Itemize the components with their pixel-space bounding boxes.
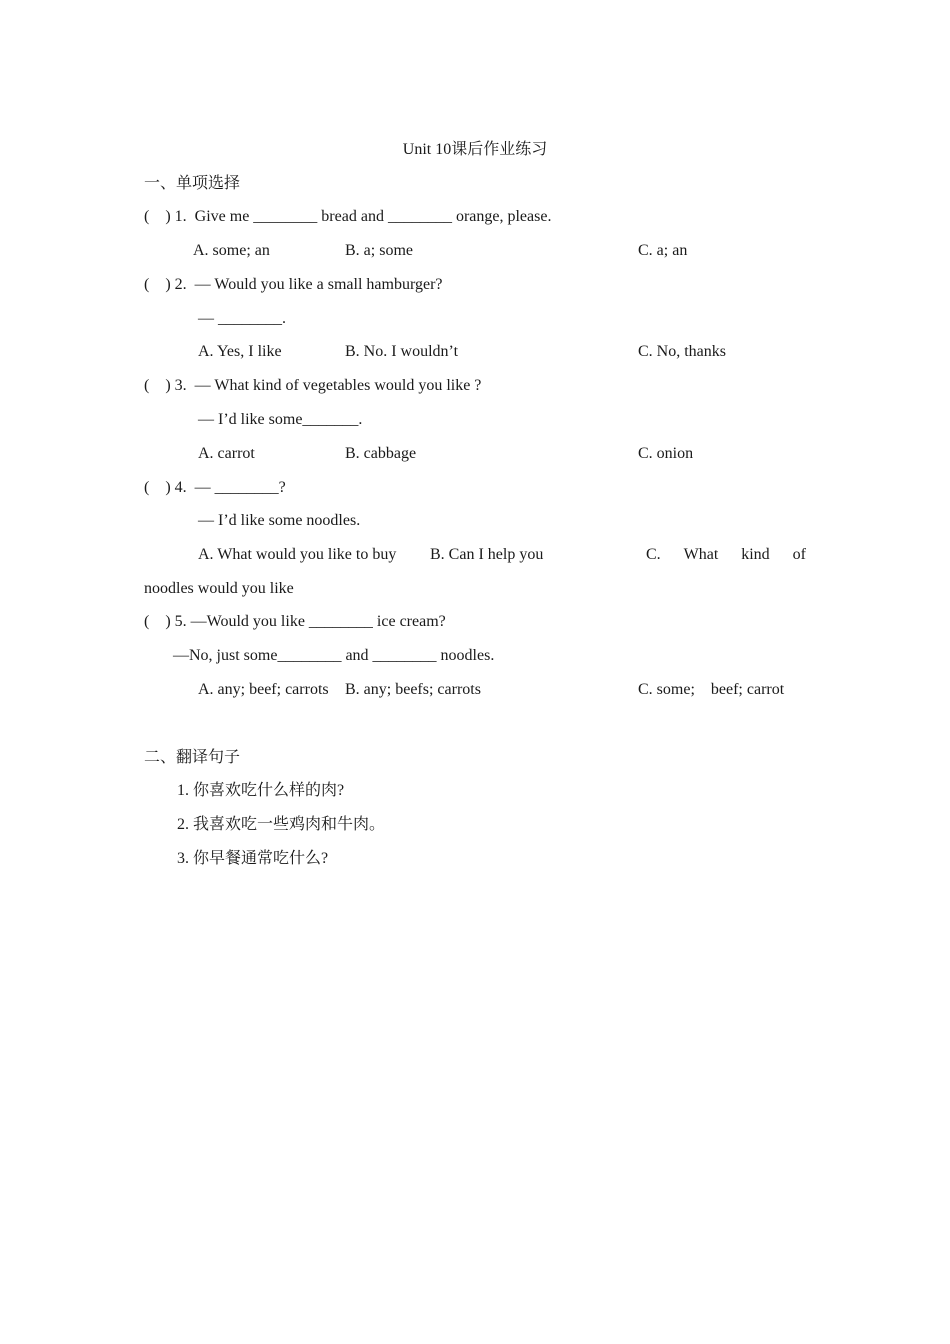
question-1-option-c: C. a; an [638, 242, 688, 259]
question-1-option-b: B. a; some [345, 242, 413, 259]
translation-item: 1. 你喜欢吃什么样的肉? [177, 782, 345, 799]
question-4-option-a: A. What would you like to buy [198, 546, 397, 563]
question-3-option-c: C. onion [638, 445, 694, 462]
question-2-answer-line: — ________. [198, 310, 286, 327]
question-3-option-a: A. carrot [198, 445, 255, 462]
question-4-option-c-word: of [792, 546, 806, 563]
section-heading-multiple-choice: 一、单项选择 [144, 175, 241, 192]
question-1-option-a: A. some; an [193, 242, 270, 259]
question-2-stem: ( ) 2. — Would you like a small hamburger? [144, 276, 443, 293]
question-5-option-c: C. some; beef; carrot [638, 681, 785, 698]
question-4-stem: ( ) 4. — ________? [144, 479, 286, 496]
question-1-stem: ( ) 1. Give me ________ bread and ________ orange, please. [144, 208, 552, 225]
question-3-stem: ( ) 3. — What kind of vegetables would you like ? [144, 377, 482, 394]
question-5-answer-line: —No, just some________ and ________ noodles. [173, 647, 495, 664]
question-2-option-b: B. No. I wouldn’t [345, 343, 459, 360]
question-4-answer-line: — I’d like some noodles. [198, 512, 361, 529]
translation-item: 2. 我喜欢吃一些鸡肉和牛肉。 [177, 816, 386, 833]
question-5-option-b: B. any; beefs; carrots [345, 681, 481, 698]
question-4-option-b: B. Can I help you [430, 546, 544, 563]
question-3-option-b: B. cabbage [345, 445, 417, 462]
question-4-option-c-word: C. [646, 546, 661, 563]
section-heading-translation: 二、翻译句子 [144, 749, 241, 766]
question-2-option-c: C. No, thanks [638, 343, 726, 360]
question-5-stem: ( ) 5. —Would you like ________ ice cream? [144, 613, 446, 630]
question-4-option-c [646, 545, 806, 565]
question-5-option-a: A. any; beef; carrots [198, 681, 329, 698]
translation-item: 3. 你早餐通常吃什么? [177, 850, 329, 867]
question-2-option-a: A. Yes, I like [198, 343, 282, 360]
question-4-option-c-word: kind [741, 546, 770, 563]
question-3-answer-line: — I’d like some_______. [198, 411, 363, 428]
question-4-option-c-word: What [683, 546, 719, 563]
page-title: Unit 10课后作业练习 [402, 141, 548, 158]
question-4-option-c-continued: noodles would you like [144, 580, 294, 597]
